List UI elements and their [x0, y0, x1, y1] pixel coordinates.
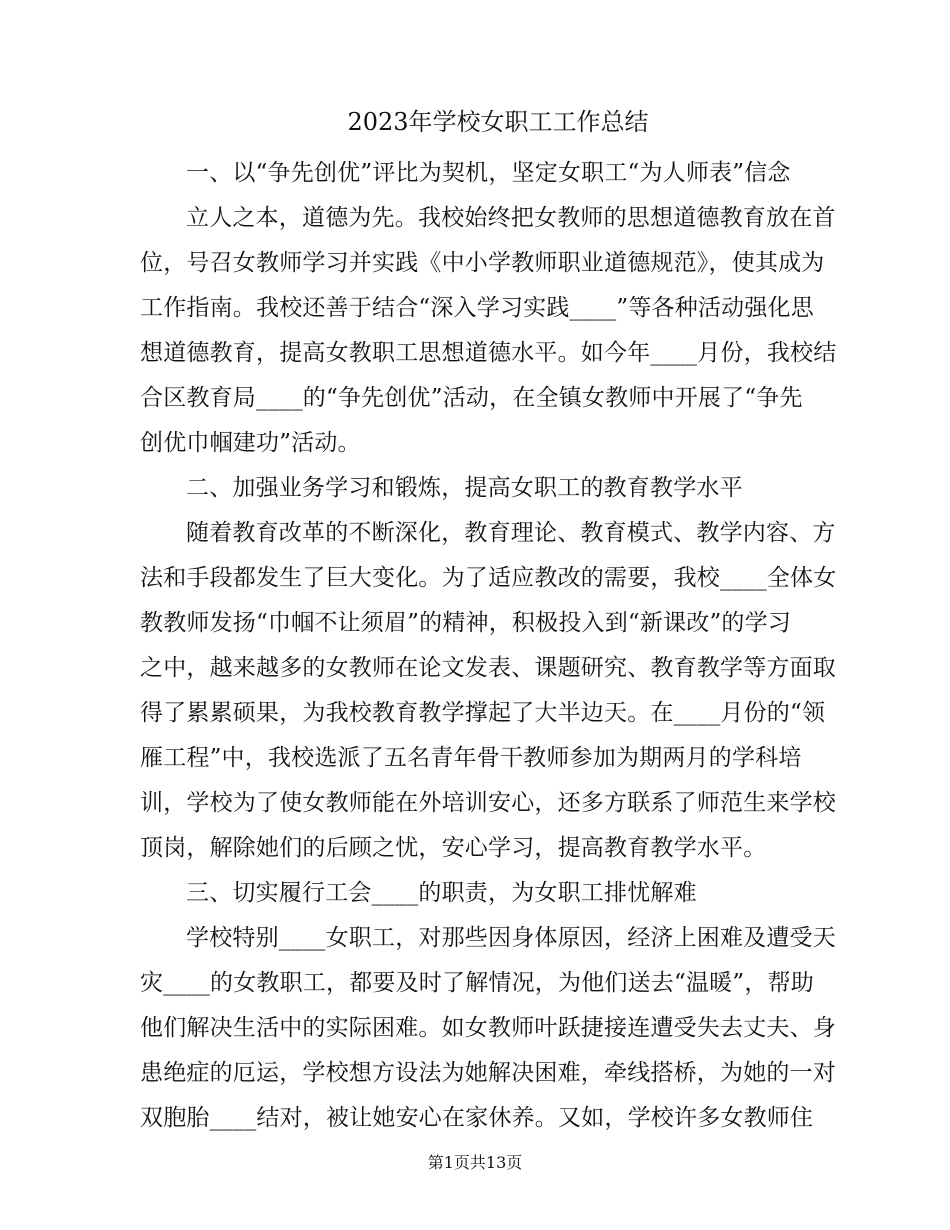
paragraph-line: 工作指南。我校还善于结合“深入学习实践____”等各种活动强化思 [140, 295, 814, 321]
paragraph-line: 想道德教育，提高女教职工思想道德水平。如今年____月份，我校结 [140, 340, 837, 366]
paragraph-line: 随着教育改革的不断深化，教育理论、教育模式、教学内容、方 [186, 520, 836, 546]
paragraph-line: 患绝症的厄运，学校想方设法为她解决困难，牵线搭桥，为她的一对 [140, 1060, 836, 1086]
paragraph-line: 之中，越来越多的女教师在论文发表、课题研究、教育教学等方面取 [140, 655, 836, 681]
paragraph-line: 学校特别____女职工，对那些因身体原因，经济上困难及遭受天 [186, 925, 836, 951]
document-title: 2023年学校女职工工作总结 [347, 108, 649, 136]
paragraph-line: 得了累累硕果，为我校教育教学撑起了大半边天。在____月份的“领 [140, 700, 826, 726]
page-footer: 第1页共13页 [427, 1153, 523, 1172]
paragraph-line: 位，号召女教师学习并实践《中小学教师职业道德规范》，使其成为 [140, 250, 825, 276]
paragraph-line: 他们解决生活中的实际困难。如女教师叶跃捷接连遭受失去丈夫、身 [140, 1015, 836, 1041]
paragraph-line: 法和手段都发生了巨大变化。为了适应教改的需要，我校____全体女 [140, 565, 837, 591]
paragraph-line: 合区教育局____的“争先创优”活动，在全镇女教师中开展了“争先 [140, 385, 803, 411]
paragraph-line: 灾____的女教职工，都要及时了解情况，为他们送去“温暖”，帮助 [140, 970, 814, 996]
paragraph-line: 创优巾帼建功”活动。 [140, 430, 361, 456]
section-heading-2: 二、加强业务学习和锻炼，提高女职工的教育教学水平 [186, 475, 743, 501]
paragraph-line: 雁工程”中，我校选派了五名青年骨干教师参加为期两月的学科培 [140, 745, 802, 771]
paragraph-line: 立人之本，道德为先。我校始终把女教师的思想道德教育放在首 [186, 205, 836, 231]
paragraph-line: 教教师发扬“巾帼不让须眉”的精神，积极投入到“新课改”的学习 [140, 610, 792, 636]
paragraph-line: 双胞胎____结对，被让她安心在家休养。又如，学校许多女教师住 [140, 1105, 814, 1131]
paragraph-line: 训，学校为了使女教师能在外培训安心，还多方联系了师范生来学校 [140, 790, 836, 816]
section-heading-3: 三、切实履行工会____的职责，为女职工排忧解难 [186, 880, 697, 906]
paragraph-line: 顶岗，解除她们的后顾之忧，安心学习，提高教育教学水平。 [140, 835, 767, 861]
section-heading-1: 一、以“争先创优”评比为契机，坚定女职工“为人师表”信念 [186, 160, 791, 186]
